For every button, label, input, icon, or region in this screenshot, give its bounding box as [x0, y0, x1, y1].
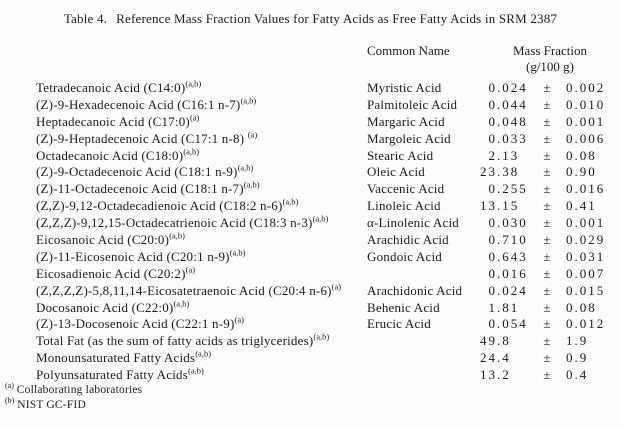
uncertainty-value: 0.006 — [566, 130, 606, 146]
fatty-acid-name — [36, 333, 329, 349]
table-row — [0, 97, 621, 114]
table-row — [0, 316, 621, 333]
value-integer-part: 0 — [488, 80, 497, 95]
table-row — [0, 80, 621, 97]
table-row — [0, 249, 621, 266]
value-fraction-part: .024 — [497, 282, 528, 298]
uncertainty-value: 0.031 — [566, 248, 606, 264]
value-integer-part: 13 — [480, 198, 497, 214]
fatty-acid-name — [36, 266, 195, 282]
fatty-acid-name — [36, 131, 257, 147]
plus-minus-sign: ± — [543, 147, 551, 163]
footnote-marker-icon: (a,b) — [312, 213, 329, 224]
value-fraction-part: .81 — [497, 299, 520, 315]
value-integer-part: 0 — [488, 232, 497, 248]
value-fraction-part: .4 — [497, 350, 511, 366]
table-body — [0, 80, 621, 384]
value-integer-part: 2 — [488, 147, 497, 163]
uncertainty-value: 0.9 — [566, 350, 589, 366]
value-fraction-part: .643 — [497, 248, 528, 264]
common-name: Linoleic Acid — [367, 198, 441, 214]
table-row — [0, 232, 621, 249]
value-integer-part: 0 — [488, 130, 497, 146]
value-fraction-part: .8 — [497, 333, 511, 349]
footnote-marker-icon: (a,b) — [237, 163, 254, 174]
uncertainty-value: 0.002 — [566, 80, 606, 95]
table-row — [0, 215, 621, 232]
footnotes — [5, 383, 142, 412]
uncertainty-value: 0.007 — [566, 265, 606, 281]
common-name: Margaric Acid — [367, 113, 445, 129]
value-fraction-part: .2 — [497, 367, 511, 383]
value-fraction-part: .054 — [497, 316, 528, 332]
plus-minus-sign: ± — [543, 80, 551, 95]
common-name: α-Linolenic Acid — [367, 215, 459, 231]
value-fraction-part: .016 — [497, 265, 528, 281]
table-row — [0, 164, 621, 181]
uncertainty-value: 0.001 — [566, 113, 606, 129]
footnote-marker-icon: (a) — [234, 315, 244, 326]
fatty-acid-name — [36, 249, 246, 265]
uncertainty-value: 0.41 — [566, 198, 597, 214]
value-fraction-part: .030 — [497, 215, 528, 231]
footnote-marker-icon: (a,b) — [183, 146, 200, 157]
value-integer-part: 0 — [488, 96, 497, 112]
common-name: Arachidonic Acid — [367, 282, 463, 298]
table-row — [0, 148, 621, 165]
value-integer-part: 0 — [488, 265, 497, 281]
plus-minus-sign: ± — [543, 265, 551, 281]
table-row — [0, 181, 621, 198]
common-name: Oleic Acid — [367, 164, 425, 180]
fatty-acid-name-text: Total Fat (as the sum of fatty acids as triglycerides) — [36, 333, 314, 349]
fatty-acid-name — [36, 316, 244, 332]
footnote-marker-icon: (a,b) — [282, 196, 299, 207]
common-name: Arachidic Acid — [367, 232, 449, 248]
common-name: Stearic Acid — [367, 147, 434, 163]
value-integer-part: 0 — [488, 181, 497, 197]
plus-minus-sign: ± — [543, 181, 551, 197]
fatty-acid-name — [36, 148, 199, 164]
fatty-acid-name-text: Docosanoic Acid (C22:0) — [36, 299, 174, 315]
common-name: Palmitoleic Acid — [367, 96, 458, 112]
footnote-marker-icon: (b) — [5, 395, 15, 405]
fatty-acid-name — [36, 164, 253, 180]
uncertainty-value: 0.016 — [566, 181, 606, 197]
footnote-marker-icon: (a,b) — [243, 180, 260, 191]
plus-minus-sign: ± — [543, 113, 551, 129]
footnote-marker-icon: (a,b) — [169, 230, 185, 241]
fatty-acid-name — [36, 350, 211, 366]
plus-minus-sign: ± — [543, 232, 551, 248]
uncertainty-value: 0.4 — [566, 367, 589, 383]
fatty-acid-name — [36, 80, 201, 96]
table-row — [0, 300, 621, 317]
fatty-acid-name-text: Eicosanoic Acid (C20:0) — [36, 232, 170, 248]
plus-minus-sign: ± — [543, 215, 551, 231]
value-integer-part: 0 — [488, 282, 497, 298]
uncertainty-value: 0.029 — [566, 232, 606, 248]
fatty-acid-name — [36, 283, 341, 299]
footnote — [5, 395, 142, 413]
footnote-text: Collaborating laboratories — [16, 384, 143, 396]
table-row — [0, 333, 621, 350]
footnote-marker-icon: (a,b) — [195, 348, 212, 359]
footnote-marker-icon: (a) — [247, 129, 258, 140]
value-integer-part: 0 — [488, 113, 497, 129]
uncertainty-value: 0.010 — [566, 96, 606, 112]
value-fraction-part: .044 — [497, 96, 528, 112]
common-name: Gondoic Acid — [367, 248, 442, 264]
value-fraction-part: .255 — [497, 181, 528, 197]
fatty-acid-name-text: (Z)-11-Eicosenoic Acid (C20:1 n-9) — [36, 248, 230, 264]
plus-minus-sign: ± — [543, 248, 551, 264]
fatty-acid-name — [36, 114, 199, 130]
footnote-marker-icon: (a) — [185, 264, 196, 275]
fatty-acid-name — [36, 300, 189, 316]
table-row — [0, 266, 621, 283]
value-integer-part: 13 — [480, 367, 497, 383]
footnote — [5, 383, 142, 398]
fatty-acid-name-text: Octadecanoic Acid (C18:0) — [36, 147, 184, 163]
footnote-marker-icon: (a) — [331, 281, 342, 292]
fatty-acid-name — [36, 215, 328, 231]
fatty-acid-name — [36, 97, 256, 113]
table-row — [0, 131, 621, 148]
footnote-marker-icon: (a) — [5, 381, 14, 391]
fatty-acid-name-text: (Z)-9-Octadecenoic Acid (C18:1 n-9) — [36, 164, 238, 180]
uncertainty-value: 0.001 — [566, 215, 606, 231]
common-name: Vaccenic Acid — [367, 181, 445, 197]
fatty-acid-name-text: (Z,Z)-9,12-Octadecadienoic Acid (C18:2 n-6) — [36, 198, 283, 214]
value-fraction-part: .048 — [497, 113, 528, 129]
plus-minus-sign: ± — [543, 96, 551, 112]
footnote-marker-icon: (a,b) — [185, 78, 202, 89]
table-row — [0, 367, 621, 384]
value-integer-part: 0 — [488, 215, 497, 231]
mass-fraction-unit: (g/100 g) — [525, 59, 575, 74]
footnote-marker-icon: (a,b) — [313, 332, 330, 343]
plus-minus-sign: ± — [543, 316, 551, 332]
fatty-acid-name-text: (Z)-9-Heptadecenoic Acid (C17:1 n-8) — [36, 130, 248, 146]
plus-minus-sign: ± — [543, 367, 551, 383]
table-title — [0, 11, 621, 27]
plus-minus-sign: ± — [543, 299, 551, 315]
column-header-common-name: Common Name — [367, 43, 450, 58]
fatty-acid-name-text: Monounsaturated Fatty Acids — [36, 350, 196, 366]
uncertainty-value: 0.015 — [566, 282, 606, 298]
plus-minus-sign: ± — [543, 333, 551, 349]
footnote-marker-icon: (a,b) — [188, 365, 204, 376]
column-header-mass-fraction — [475, 43, 621, 75]
footnote-text: NIST GC-FID — [17, 398, 86, 411]
table-title-label: Table 4. — [63, 11, 108, 26]
value-integer-part: 0 — [488, 316, 497, 332]
value-integer-part: 49 — [480, 333, 497, 349]
uncertainty-value: 0.08 — [566, 299, 597, 315]
plus-minus-sign: ± — [543, 198, 551, 214]
fatty-acid-name-text: (Z,Z,Z,Z)-5,8,11,14-Eicosatetraenoic Acid (C20:4 n-6) — [36, 282, 332, 298]
fatty-acid-name — [36, 367, 204, 383]
table-row — [0, 283, 621, 300]
plus-minus-sign: ± — [543, 350, 551, 366]
table-row — [0, 198, 621, 215]
footnote-marker-icon: (a) — [189, 112, 200, 123]
value-fraction-part: .15 — [497, 198, 520, 214]
fatty-acid-name-text: Eicosadienoic Acid (C20:2) — [36, 265, 186, 281]
fatty-acid-name-text: Heptadecanoic Acid (C17:0) — [36, 113, 190, 129]
value-fraction-part: .024 — [497, 80, 528, 95]
common-name: Myristic Acid — [367, 80, 442, 95]
plus-minus-sign: ± — [543, 164, 551, 180]
footnote-marker-icon: (a,b) — [229, 247, 246, 258]
fatty-acid-name — [36, 232, 185, 248]
fatty-acid-name-text: Tetradecanoic Acid (C14:0) — [36, 80, 186, 95]
uncertainty-value: 0.90 — [566, 164, 597, 180]
uncertainty-value: 0.08 — [566, 147, 597, 163]
table-row — [0, 114, 621, 131]
table-row — [0, 350, 621, 367]
footnote-marker-icon: (a,b) — [240, 95, 257, 106]
uncertainty-value: 1.9 — [566, 333, 589, 349]
plus-minus-sign: ± — [543, 282, 551, 298]
value-fraction-part: .38 — [497, 164, 520, 180]
fatty-acid-name-text: (Z)-11-Octadecenoic Acid (C18:1 n-7) — [36, 181, 244, 197]
fatty-acid-name-text: (Z,Z,Z)-9,12,15-Octadecatrienoic Acid (C18:3 n-3) — [36, 215, 313, 231]
table-title-text: Reference Mass Fraction Values for Fatty Acids as Free Fatty Acids in SRM 2387 — [116, 11, 558, 26]
fatty-acid-name-text: (Z)-9-Hexadecenoic Acid (C16:1 n-7) — [36, 96, 241, 112]
fatty-acid-name — [36, 181, 260, 197]
uncertainty-value: 0.012 — [566, 316, 606, 332]
fatty-acid-name-text: (Z)-13-Docosenoic Acid (C22:1 n-9) — [36, 316, 235, 332]
value-integer-part: 23 — [480, 164, 497, 180]
footnote-marker-icon: (a,b) — [173, 298, 190, 309]
value-integer-part: 24 — [480, 350, 497, 366]
fatty-acid-name-text: Polyunsaturated Fatty Acids — [36, 367, 188, 383]
common-name: Behenic Acid — [367, 299, 440, 315]
value-fraction-part: .033 — [497, 130, 528, 146]
value-integer-part: 1 — [488, 299, 497, 315]
common-name: Margoleic Acid — [367, 130, 451, 146]
value-integer-part: 0 — [488, 248, 497, 264]
common-name: Erucic Acid — [367, 316, 431, 332]
mass-fraction-header-label: Mass Fraction — [512, 43, 588, 58]
plus-minus-sign: ± — [543, 130, 551, 146]
value-fraction-part: .13 — [497, 147, 520, 163]
value-fraction-part: .710 — [497, 232, 528, 248]
fatty-acid-name — [36, 198, 298, 214]
